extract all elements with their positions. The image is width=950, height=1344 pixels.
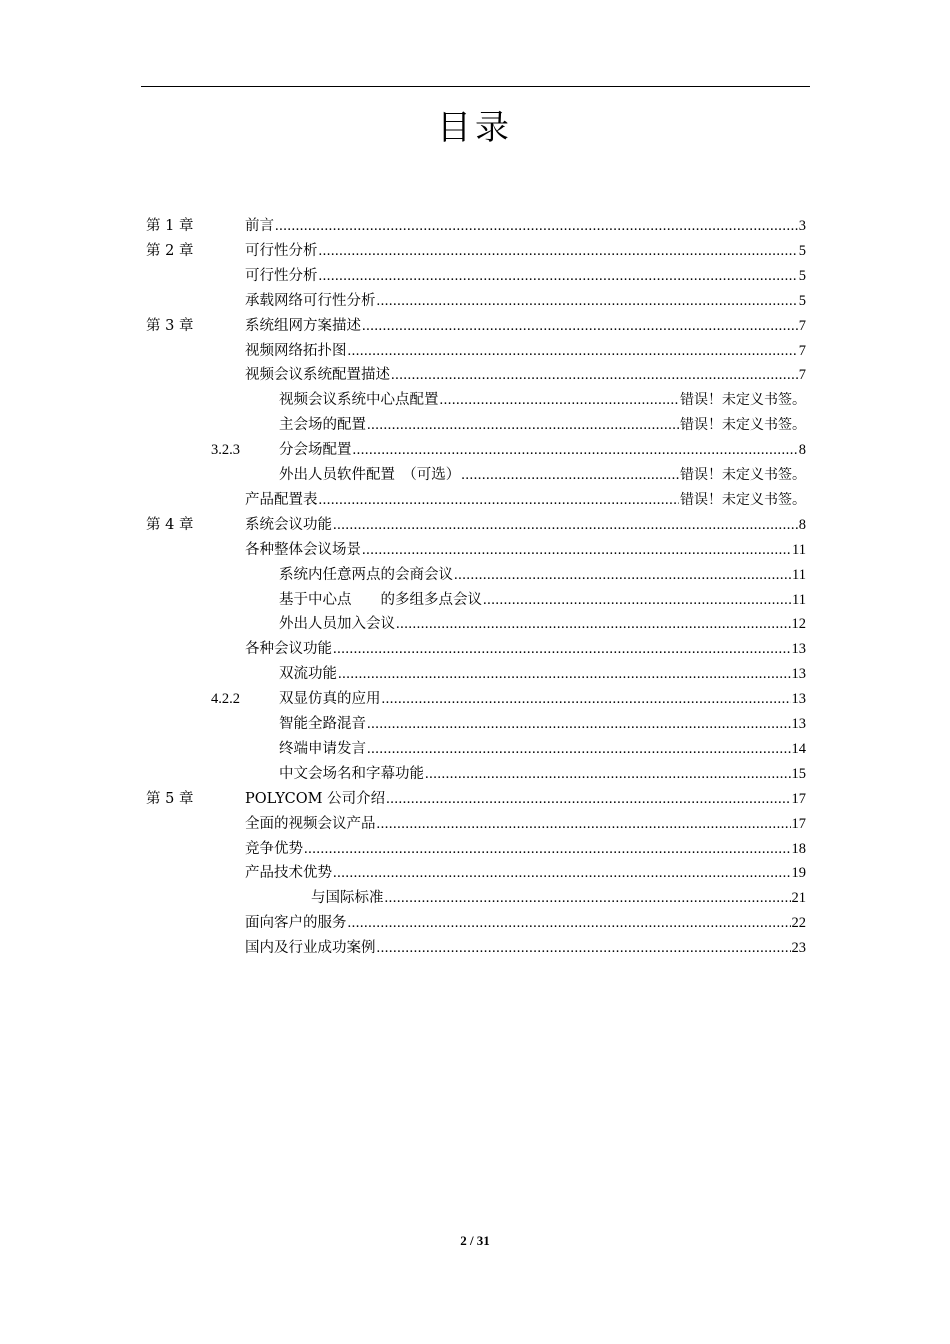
toc-chapter-label: 第 4 章 — [146, 516, 194, 533]
toc-page-ref: 13 — [791, 641, 806, 658]
toc-page-ref: 8 — [798, 516, 806, 533]
toc-page-ref: 7 — [798, 317, 806, 334]
toc-entry-title: 承载网络可行性分析 — [245, 292, 376, 309]
toc-dot-leader — [333, 861, 791, 885]
toc-page-ref: 23 — [791, 940, 806, 957]
toc-chapter-label: 第 1 章 — [146, 218, 194, 234]
toc-dot-leader — [425, 762, 791, 786]
toc-entry[interactable] — [279, 438, 806, 462]
toc-dot-leader — [319, 264, 798, 288]
toc-entry-title: 双流功能 — [279, 666, 337, 683]
toc-page-ref: 15 — [791, 765, 806, 782]
toc-entry[interactable] — [245, 837, 806, 861]
toc-entry[interactable] — [245, 787, 806, 811]
toc-dot-leader — [333, 637, 791, 661]
toc-entry-title: POLYCOM 公司介绍 — [245, 790, 386, 807]
toc-entry[interactable] — [245, 513, 806, 537]
toc-entry-title: 双显仿真的应用 — [279, 691, 381, 708]
toc-entry[interactable] — [245, 911, 806, 935]
toc-page-ref: 18 — [791, 840, 806, 857]
toc-page-ref: 3 — [798, 218, 806, 234]
toc-chapter-label: 第 2 章 — [146, 242, 194, 259]
toc-entry-title: 智能全路混音 — [279, 716, 366, 732]
toc-dot-leader — [454, 563, 791, 587]
toc-entry[interactable] — [245, 812, 806, 836]
toc-entry-title: 产品技术优势 — [245, 865, 332, 882]
toc-dot-leader — [362, 314, 798, 338]
toc-page-ref: 13 — [791, 691, 806, 708]
toc-entry[interactable] — [245, 239, 806, 263]
toc-entry[interactable] — [279, 662, 806, 686]
toc-page-ref: 21 — [791, 890, 806, 907]
toc-entry-title: 面向客户的服务 — [245, 915, 347, 932]
toc-entry[interactable] — [245, 936, 806, 960]
toc-entry[interactable] — [311, 886, 806, 910]
toc-entry[interactable] — [279, 687, 806, 711]
toc-entry-title: 系统会议功能 — [245, 516, 332, 533]
toc-entry-title: 各种会议功能 — [245, 641, 332, 658]
toc-entry-title: 系统组网方案描述 — [245, 317, 361, 334]
toc-dot-leader — [396, 612, 791, 636]
toc-entry-title: 外出人员软件配置 （可选） — [279, 467, 461, 483]
toc-dot-leader — [367, 737, 791, 761]
toc-dot-leader — [333, 513, 798, 537]
toc-dot-leader — [319, 488, 680, 512]
toc-entry-title: 竞争优势 — [245, 840, 303, 857]
toc-dot-leader — [382, 687, 791, 711]
toc-entry-title: 可行性分析 — [245, 267, 318, 284]
toc-page-ref: 13 — [791, 716, 806, 732]
toc-section-number: 4.2.2 — [211, 691, 240, 708]
toc-entry-title: 视频会议系统中心点配置 — [279, 392, 439, 409]
toc-entry-title: 外出人员加入会议 — [279, 616, 395, 633]
toc-entry-title: 视频网络拓扑图 — [245, 342, 347, 359]
toc-section-number: 3.2.3 — [211, 442, 240, 459]
toc-entry-title: 与国际标准 — [311, 890, 384, 907]
toc-page-ref: 错误！未定义书签。 — [680, 491, 806, 508]
toc-dot-leader — [348, 339, 798, 363]
toc-entry-title: 分会场配置 — [279, 442, 352, 459]
toc-entry-title: 全面的视频会议产品 — [245, 815, 376, 832]
toc-entry-title: 视频会议系统配置描述 — [245, 367, 390, 384]
toc-page-ref: 5 — [798, 267, 806, 284]
toc-dot-leader — [275, 214, 798, 238]
toc-entry-title: 产品配置表 — [245, 491, 318, 508]
toc-dot-leader — [386, 787, 790, 811]
toc-dot-leader — [377, 936, 791, 960]
toc-chapter-label: 第 3 章 — [146, 317, 194, 334]
toc-dot-leader — [353, 438, 798, 462]
toc-page-ref: 22 — [791, 915, 806, 932]
toc-entry[interactable] — [279, 563, 806, 587]
toc-dot-leader — [348, 911, 791, 935]
toc-entry-title: 前言 — [245, 218, 274, 234]
toc-entry[interactable] — [245, 264, 806, 288]
toc-page-ref: 13 — [791, 666, 806, 683]
toc-entry-title: 基于中心点 的多组多点会议 — [279, 591, 482, 608]
toc-entry[interactable] — [245, 488, 806, 512]
toc-page-ref: 11 — [792, 591, 806, 608]
toc-page-ref: 8 — [798, 442, 806, 459]
toc-dot-leader — [440, 388, 680, 412]
toc-dot-leader — [367, 413, 679, 437]
toc-page-ref: 7 — [798, 367, 806, 384]
toc-entry-title: 系统内任意两点的会商会议 — [279, 566, 453, 583]
toc-dot-leader — [391, 363, 798, 387]
toc-entry[interactable] — [245, 339, 806, 363]
toc-dot-leader — [338, 662, 791, 686]
toc-entry[interactable] — [279, 712, 806, 736]
toc-page-ref: 错误！未定义书签。 — [680, 392, 806, 409]
toc-page-ref: 错误！未定义书签。 — [680, 417, 806, 434]
toc-entry[interactable] — [279, 588, 806, 612]
toc-entry-title: 主会场的配置 — [279, 417, 366, 434]
toc-page-ref: 5 — [798, 242, 806, 259]
header-rule — [141, 86, 810, 87]
toc-page-ref: 12 — [791, 616, 806, 633]
toc-page-ref: 11 — [792, 541, 806, 558]
toc-entry[interactable] — [245, 538, 806, 562]
toc-page-ref: 17 — [791, 815, 806, 832]
toc-entry-title: 中文会场名和字幕功能 — [279, 765, 424, 782]
toc-page-ref: 错误！未定义书签。 — [680, 467, 806, 483]
toc-entry[interactable] — [279, 388, 806, 412]
toc-dot-leader — [385, 886, 791, 910]
toc-dot-leader — [304, 837, 791, 861]
toc-page-ref: 19 — [791, 865, 806, 882]
toc-dot-leader — [377, 812, 791, 836]
toc-entry-title: 终端申请发言 — [279, 740, 366, 757]
page-number: 2 / 31 — [460, 1233, 490, 1248]
page-title: 目录 — [437, 108, 513, 148]
toc-page-ref: 14 — [791, 740, 806, 757]
toc-entry[interactable] — [245, 289, 806, 313]
toc-entry-title: 各种整体会议场景 — [245, 541, 361, 558]
toc-dot-leader — [461, 463, 679, 487]
toc-dot-leader — [367, 712, 791, 736]
toc-entry[interactable] — [279, 612, 806, 636]
toc-dot-leader — [483, 588, 791, 612]
toc-page-ref: 5 — [798, 292, 806, 309]
toc-entry-title: 国内及行业成功案例 — [245, 940, 376, 957]
toc-entry[interactable] — [279, 737, 806, 761]
toc-entry-title: 可行性分析 — [245, 242, 318, 259]
toc-entry[interactable] — [279, 463, 806, 487]
toc-entry[interactable] — [245, 363, 806, 387]
toc-entry[interactable] — [279, 413, 806, 437]
toc-chapter-label: 第 5 章 — [146, 790, 194, 807]
toc-dot-leader — [319, 239, 798, 263]
toc-entry[interactable] — [245, 314, 806, 338]
toc-page-ref: 11 — [792, 566, 806, 583]
toc-entry[interactable] — [245, 214, 806, 238]
toc-dot-leader — [377, 289, 798, 313]
toc-entry[interactable] — [279, 762, 806, 786]
toc-entry[interactable] — [245, 861, 806, 885]
toc-page-ref: 7 — [798, 342, 806, 359]
toc-dot-leader — [362, 538, 791, 562]
toc-page-ref: 17 — [791, 790, 806, 807]
toc-entry[interactable] — [245, 637, 806, 661]
